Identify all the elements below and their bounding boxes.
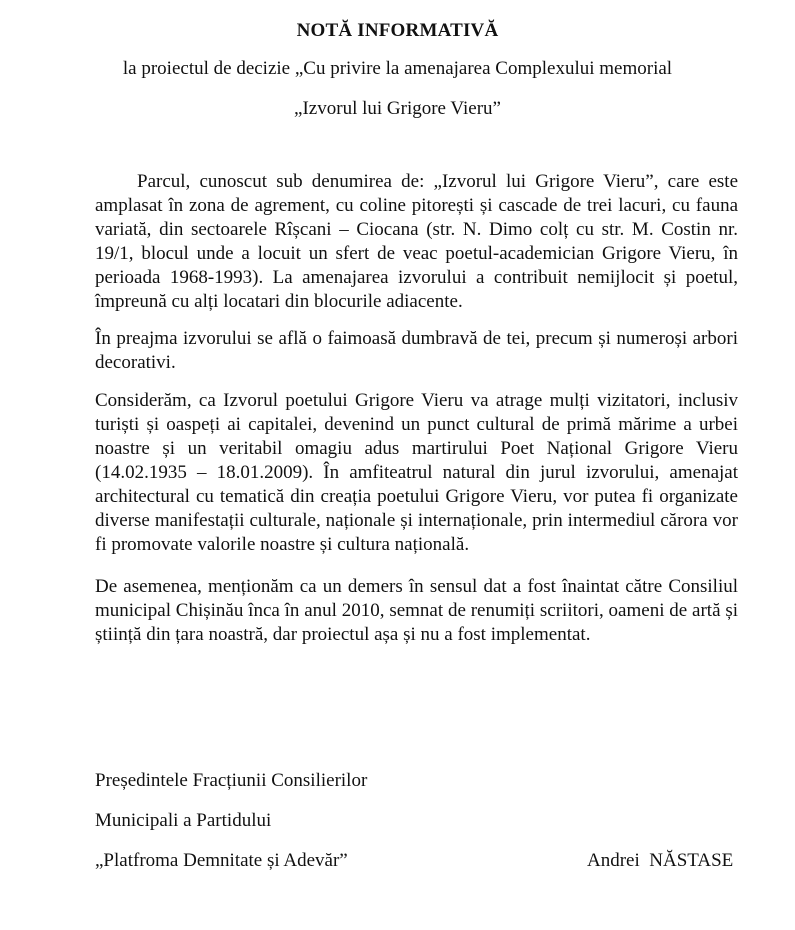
document-subtitle-line1: la proiectul de decizie „Cu privire la amenajarea Complexului memorial (122, 58, 673, 79)
document-title: NOTĂ INFORMATIVĂ (296, 20, 499, 41)
signature-title-line3: „Platfroma Demnitate și Adevăr” (95, 850, 348, 871)
body-paragraph-1: Parcul, cunoscut sub denumirea de: „Izvorul lui Grigore Vieru”, care este amplasat în zona de agrement, cu coline pitorești și cascade de trei lacuri, cu fauna variată, din sectoarele Rîșcani – Ciocana (str. N. Dimo colț cu str. M. Costin nr. 19/1, blocul unde a locuit un sfert de veac poetul-academician Grigore Vieru, în perioada 1968-1993). La amenajarea izvorului a contribuit nemijlocit și poetul, împreună cu alți locatari din blocurile adiacente. (95, 171, 738, 312)
body-paragraph-2: În preajma izvorului se află o faimoasă dumbravă de tei, precum și numeroși arbori decorativi. (95, 328, 738, 373)
signatory-name: Andrei NĂSTASE (587, 850, 734, 871)
body-paragraph-3: Considerăm, ca Izvorul poetului Grigore Vieru va atrage mulți vizitatori, inclusiv turiști și oaspeți ai capitalei, devenind un punct cultural de primă mărime a urbei noastre și un veritabil omagiu adus martirului Poet Național Grigore Vieru (14.02.1935 – 18.01.2009). În amfiteatrul natural din jurul izvorului, amenajat architectural cu tematică din creația poetului Grigore Vieru, vor putea fi organizate diverse manifestații culturale, naționale și internaționale, prin intermediul cărora vor fi promovate valorile noastre și cultura națională. (95, 390, 738, 555)
body-paragraph-4: De asemenea, menționăm ca un demers în sensul dat a fost înaintat către Consiliul municipal Chișinău înca în anul 2010, semnat de renumiți scriitori, oameni de artă și știință din țara noastră, dar proiectul așa și nu a fost implementat. (95, 576, 738, 645)
signature-title-line1: Președintele Fracțiunii Consilierilor (95, 770, 368, 791)
signature-title-line2: Municipali a Partidului (95, 810, 272, 831)
document-subtitle-line2: „Izvorul lui Grigore Vieru” (294, 98, 501, 119)
